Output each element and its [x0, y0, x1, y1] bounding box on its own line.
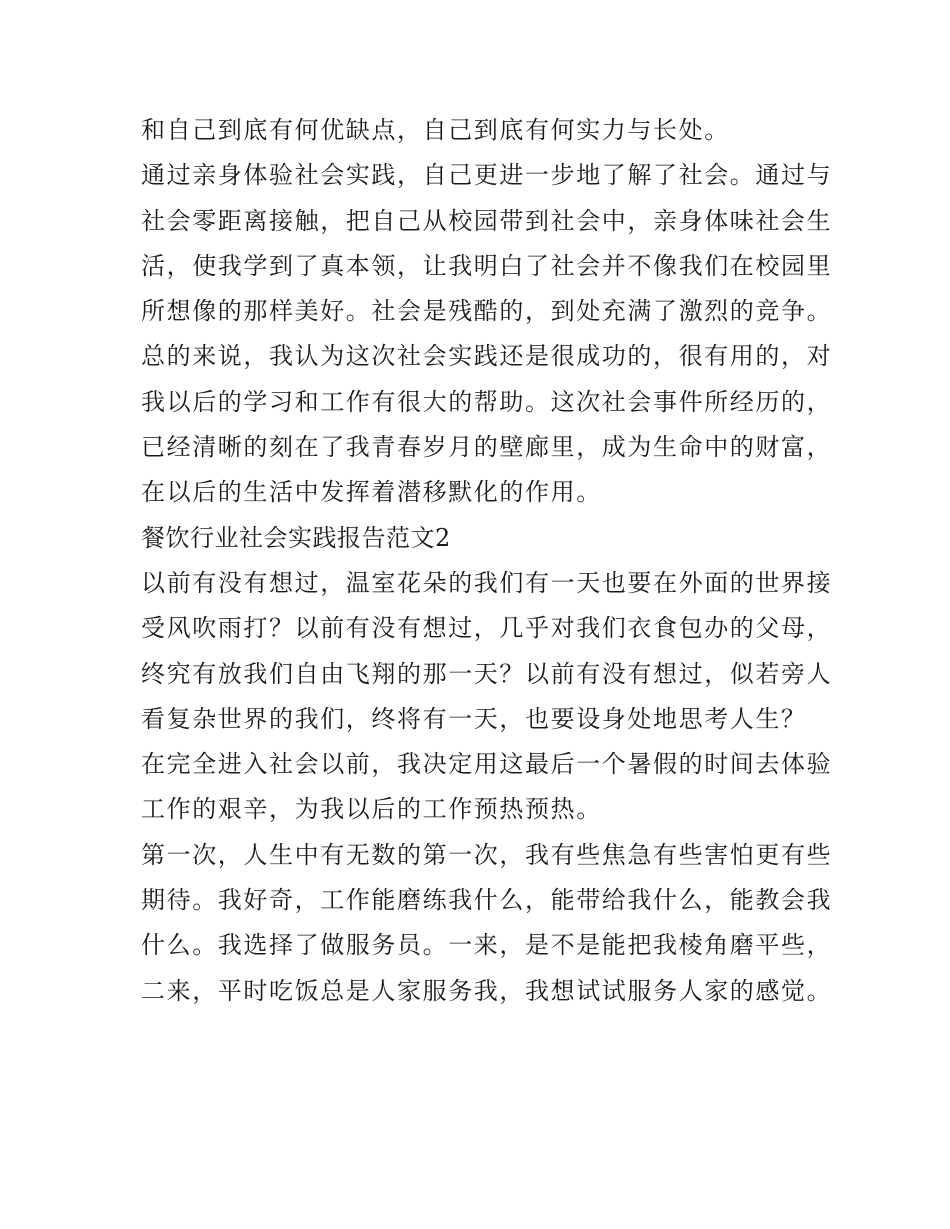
- paragraph-line: 期待。我好奇，工作能磨练我什么，能带给我什么，能教会我: [141, 886, 833, 915]
- paragraph-line: 在完全进入社会以前，我决定用这最后一个暑假的时间去体验: [141, 750, 833, 779]
- paragraph-line: 二来，平时吃饭总是人家服务我，我想试试服务人家的感觉。: [141, 976, 833, 1005]
- paragraph-line: 总的来说，我认为这次社会实践还是很成功的，很有用的，对: [141, 342, 833, 371]
- paragraph-line: 第一次，人生中有无数的第一次，我有些焦急有些害怕更有些: [141, 840, 833, 869]
- body-text: [141, 108, 833, 1014]
- paragraph-line: 已经清晰的刻在了我青春岁月的壁廊里，成为生命中的财富，: [141, 433, 833, 462]
- paragraph-line: 在以后的生活中发挥着潜移默化的作用。: [141, 478, 602, 507]
- paragraph-line: 我以后的学习和工作有很大的帮助。这次社会事件所经历的，: [141, 387, 833, 416]
- paragraph-line: 社会零距离接触，把自己从校园带到社会中，亲身体味社会生: [141, 206, 833, 235]
- paragraph-line: 工作的艰辛，为我以后的工作预热预热。: [141, 795, 602, 824]
- paragraph-line: 看复杂世界的我们，终将有一天，也要设身处地思考人生？: [141, 704, 807, 733]
- paragraph-line: 通过亲身体验社会实践，自己更进一步地了解了社会。通过与: [141, 161, 833, 190]
- paragraph-line: 和自己到底有何优缺点，自己到底有何实力与长处。: [141, 116, 730, 144]
- paragraph-line: 受风吹雨打？以前有没有想过，几乎对我们衣食包办的父母，: [141, 614, 833, 643]
- paragraph-line: 活，使我学到了真本领，让我明白了社会并不像我们在校园里: [141, 251, 833, 280]
- paragraph-line: 终究有放我们自由飞翔的那一天？以前有没有想过，似若旁人: [141, 659, 833, 688]
- paragraph-line: 所想像的那样美好。社会是残酷的，到处充满了激烈的竞争。: [141, 297, 833, 326]
- paragraph-line: 以前有没有想过，温室花朵的我们有一天也要在外面的世界接: [141, 568, 833, 597]
- section-heading: 餐饮行业社会实践报告范文2: [141, 523, 451, 552]
- paragraph-line: 什么。我选择了做服务员。一来，是不是能把我棱角磨平些，: [141, 931, 833, 960]
